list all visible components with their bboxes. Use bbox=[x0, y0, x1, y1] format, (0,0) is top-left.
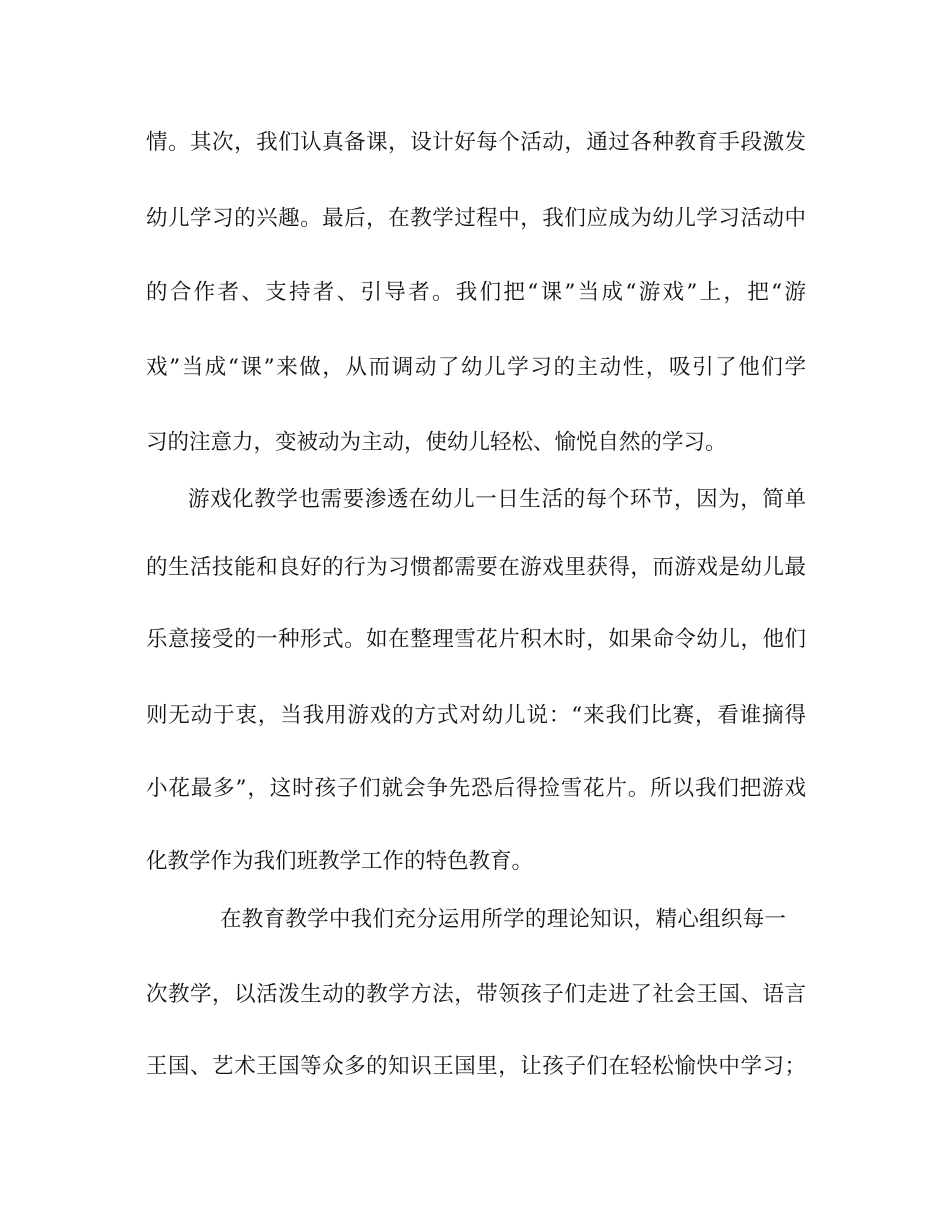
text-line: 幼儿学习的兴趣。最后，在教学过程中，我们应成为幼儿学习活动中 bbox=[146, 206, 806, 231]
text-line: 游戏化教学也需要渗透在幼儿一日生活的每个环节，因为，简单 bbox=[188, 487, 806, 512]
text-line: 则无动于衷，当我用游戏的方式对幼儿说：“来我们比赛，看谁摘得 bbox=[146, 703, 806, 728]
text-line: 戏”当成“课”来做，从而调动了幼儿学习的主动性，吸引了他们学 bbox=[146, 355, 806, 380]
text-line: 乐意接受的一种形式。如在整理雪花片积木时，如果命令幼儿，他们 bbox=[146, 627, 806, 652]
text-line: 次教学，以活泼生动的教学方法，带领孩子们走进了社会王国、语言 bbox=[146, 982, 806, 1007]
text-line: 王国、艺术王国等众多的知识王国里，让孩子们在轻松愉快中学习； bbox=[146, 1054, 806, 1079]
text-line: 在教育教学中我们充分运用所学的理论知识，精心组织每一 bbox=[220, 907, 786, 932]
text-line: 情。其次，我们认真备课，设计好每个活动，通过各种教育手段激发 bbox=[146, 130, 806, 155]
text-line: 小花最多”，这时孩子们就会争先恐后得捡雪花片。所以我们把游戏 bbox=[146, 776, 806, 801]
text-line: 习的注意力，变被动为主动，使幼儿轻松、愉悦自然的学习。 bbox=[146, 430, 727, 455]
text-line: 的生活技能和良好的行为习惯都需要在游戏里获得，而游戏是幼儿最 bbox=[146, 555, 806, 580]
text-line: 的合作者、支持者、引导者。我们把“课”当成“游戏”上，把“游 bbox=[146, 280, 806, 305]
text-line: 化教学作为我们班教学工作的特色教育。 bbox=[146, 849, 534, 874]
